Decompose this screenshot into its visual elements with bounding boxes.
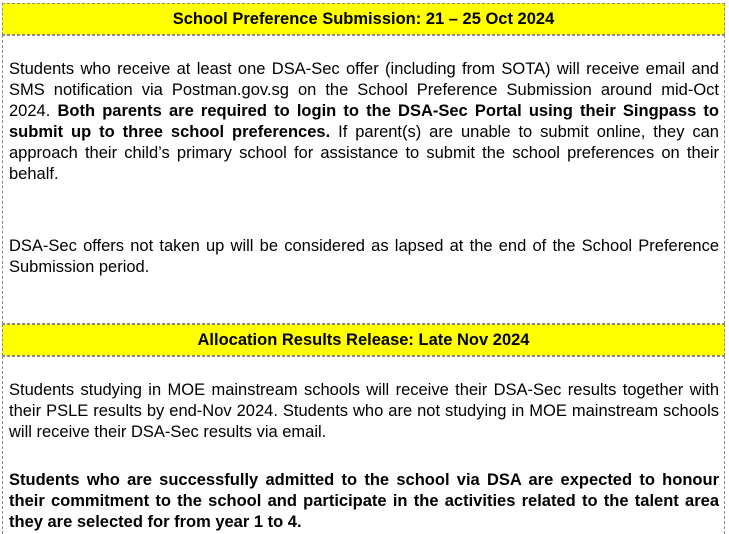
submission-paragraph	[9, 59, 719, 185]
lapsed-offers-paragraph: DSA-Sec offers not taken up will be considered as lapsed at the end of the School Preference Submission period.	[9, 237, 719, 276]
results-paragraph: Students studying in MOE mainstream schools will receive their DSA-Sec results together with their PSLE results by end-Nov 2024. Students who are not studying in MOE mainstream schools will receive their DSA-Sec results via email.	[9, 381, 719, 441]
heading-text: School Preference Submission: 21 – 25 Oct 2024	[172, 10, 555, 28]
submission-text: Students who receive at least one DSA-Sec offer (including from SOTA) will receive email and SMS notification via Postman.gov.sg on the School Preference Submission around mid-Oct 2024.	[9, 60, 719, 120]
section-heading-allocation-results	[2, 324, 725, 356]
commitment-paragraph: Students who are successfully admitted to the school via DSA are expected to honour their commitment to the school and participate in the activities related to the talent area they are selected for from year 1 to 4.	[9, 471, 719, 531]
submission-tail-text: If parent(s) are unable to submit online, they can approach their child’s primary school for assistance to submit the school preferences on their behalf.	[9, 123, 719, 183]
section-heading-school-preference	[2, 3, 725, 35]
heading-text: Allocation Results Release: Late Nov 2024	[197, 331, 530, 349]
submission-bold-text: Both parents are required to login to the DSA-Sec Portal using their Singpass to submit up to three school preferences.	[9, 102, 720, 141]
